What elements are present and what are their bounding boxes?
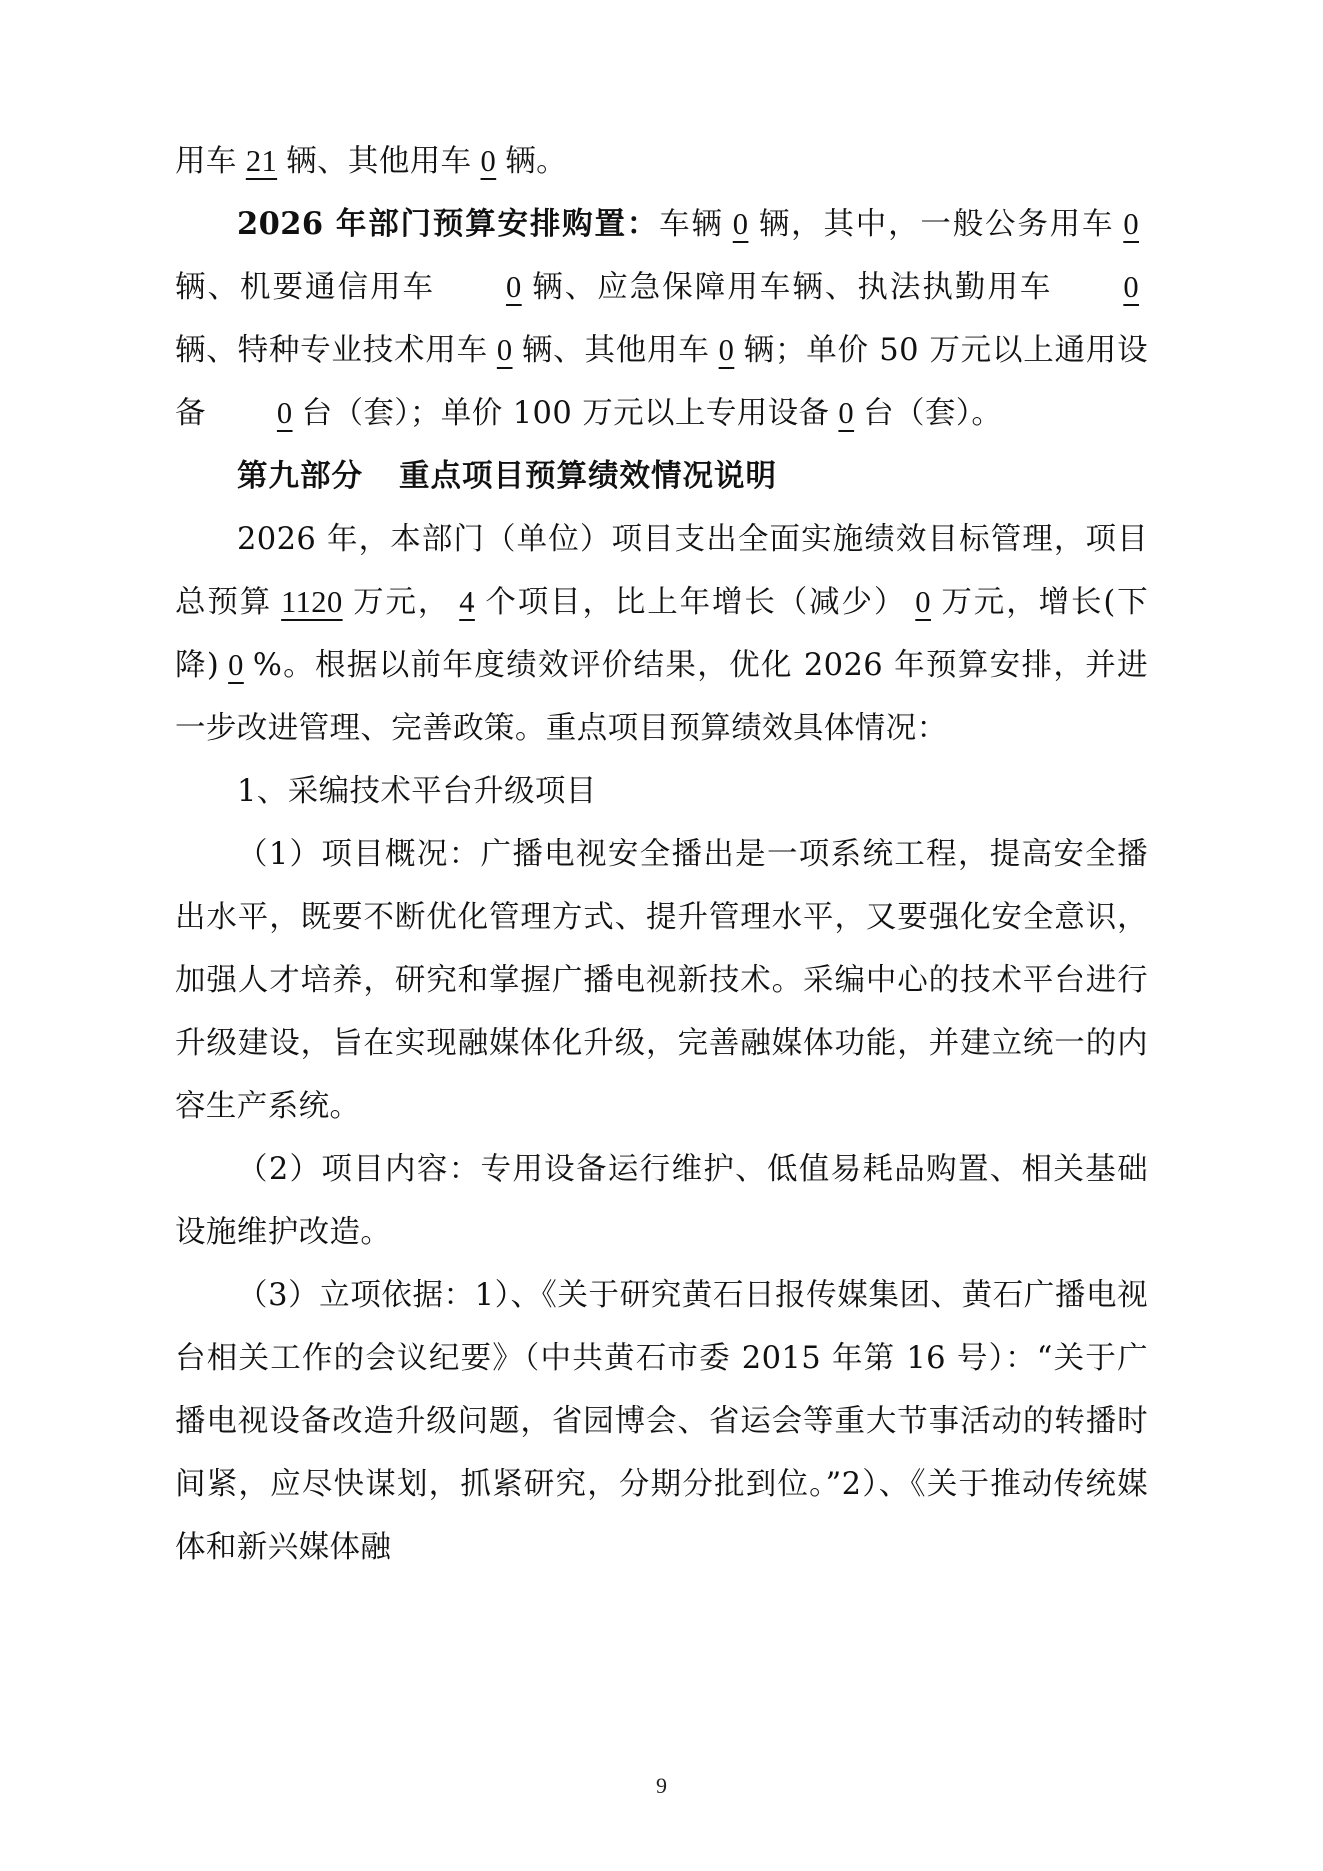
text-fragment: 辆、机要通信用车	[175, 270, 436, 305]
text-fragment: 辆，其中，一般公务用车	[757, 207, 1115, 242]
value-confidential-comm-vehicles: 0	[506, 270, 522, 304]
value-vehicle-count-21: 21	[245, 144, 278, 178]
value-special-equipment-over-100w: 0	[838, 396, 855, 430]
project-basis: （3）立项依据：1）、《关于研究黄石日报传媒集团、黄石广播电视台相关工作的会议纪要》（中共黄石市委 2015 年第 16 号）：“关于广播电视设备改造升级问题，省园博会、省运会等重大节事活动的转播时间紧，应尽快谋划，抓紧研究，分期分批到位。”2）、《关于推动传统媒体和新兴媒体融	[175, 1278, 1148, 1565]
vehicle-purchase-heading: 2026 年部门预算安排购置：	[237, 206, 660, 242]
value-yoy-change-percent: 0	[228, 648, 244, 682]
document-body	[175, 130, 1148, 1579]
paragraph-vehicle-purchase	[175, 193, 1148, 445]
text-fragment: 台（套）。	[863, 396, 1003, 431]
text-fragment: 辆。	[505, 144, 567, 179]
value-other-vehicles: 0	[718, 333, 735, 367]
project-content: （2）项目内容：专用设备运行维护、低值易耗品购置、相关基础设施维护改造。	[175, 1152, 1148, 1250]
value-total-vehicles: 0	[732, 207, 749, 241]
text-fragment: 辆、应急保障用车辆、执法执勤用车	[530, 270, 1053, 305]
value-other-vehicle-0: 0	[480, 144, 497, 178]
text-fragment: 车辆	[659, 207, 724, 242]
section-label: 第九部分	[237, 458, 363, 494]
paragraph-vehicle-carryover	[175, 130, 1148, 193]
text-fragment: 台（套）；单价 100 万元以上专用设备	[301, 396, 830, 431]
text-fragment: 万元，	[351, 585, 451, 620]
text-fragment: 辆、其他用车	[521, 333, 710, 368]
project-title: 1、采编技术平台升级项目	[237, 774, 597, 809]
value-general-equipment-over-50w: 0	[276, 396, 293, 430]
text-fragment: 2026 年，本部门（单位）项目支出全面实施绩效目标管理，项目总预算	[175, 522, 1148, 620]
text-fragment: %。根据以前年度绩效评价结果，优化 2026 年预算安排，并进一步改进管理、完善政策。重点项目预算绩效具体情况：	[175, 648, 1148, 746]
text-fragment: 辆；单价 50 万元以上通用设备	[175, 333, 1148, 431]
text-fragment: 用车	[175, 144, 237, 179]
paragraph-performance-summary	[175, 508, 1148, 760]
value-total-project-budget: 1120	[281, 585, 343, 619]
value-special-technical-vehicles: 0	[496, 333, 513, 367]
text-fragment: 个项目，比上年增长（减少）	[483, 585, 907, 620]
text-fragment: 辆、特种专业技术用车	[175, 333, 488, 368]
value-law-enforcement-vehicles: 0	[1123, 270, 1139, 304]
value-yoy-change-amount: 0	[915, 585, 931, 619]
value-project-count: 4	[459, 585, 475, 619]
text-fragment: 万元，增长(下降)	[175, 585, 1149, 683]
page-number: 9	[656, 1773, 667, 1798]
project-overview: （1）项目概况：广播电视安全播出是一项系统工程，提高安全播出水平，既要不断优化管理方式、提升管理水平，又要强化安全意识，加强人才培养，研究和掌握广播电视新技术。采编中心的技术平台进行升级建设，旨在实现融媒体化升级，完善融媒体功能，并建立统一的内容生产系统。	[175, 837, 1148, 1124]
section-title: 重点项目预算绩效情况说明	[399, 458, 777, 494]
section-heading-part-nine	[175, 445, 1148, 508]
text-fragment: 辆、其他用车	[286, 144, 472, 179]
value-general-official-vehicles: 0	[1123, 207, 1139, 241]
